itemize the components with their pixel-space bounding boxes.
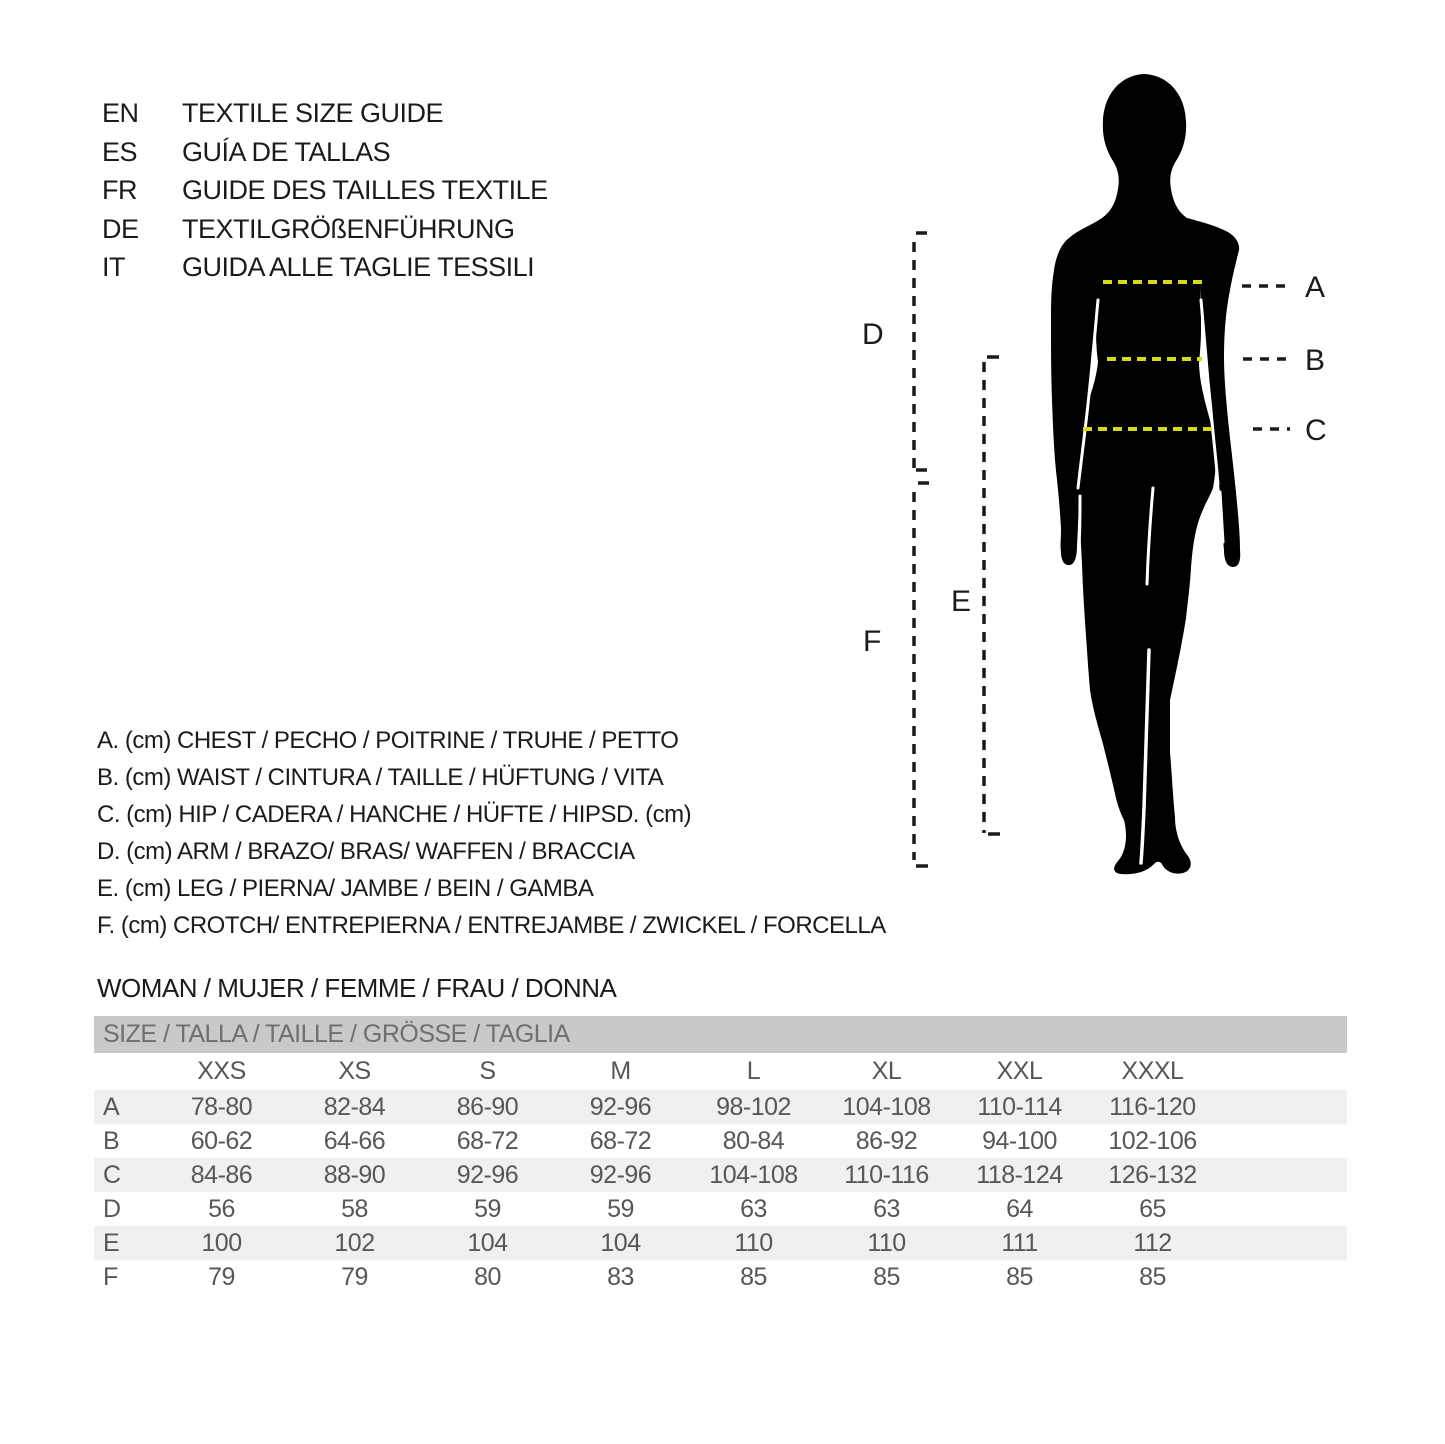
size-value-cell: 102 (334, 1228, 375, 1257)
size-value-cell: 68-72 (456, 1126, 519, 1155)
size-value-cell: 79 (341, 1262, 368, 1291)
size-value-cell: 68-72 (589, 1126, 652, 1155)
size-value-cell: 79 (208, 1262, 235, 1291)
language-title: TEXTILGRÖßENFÜHRUNG (182, 213, 515, 244)
size-value-cell: 80 (474, 1262, 501, 1291)
language-code: FR (102, 175, 137, 206)
legend-line: E. (cm) LEG / PIERNA/ JAMBE / BEIN / GAMBA (97, 875, 594, 902)
size-column-header-row (94, 1053, 1347, 1090)
legend-line: B. (cm) WAIST / CINTURA / TAILLE / HÜFTUNG / VITA (97, 764, 664, 791)
size-row-label: F (103, 1262, 118, 1291)
figure-label-leg: E (951, 585, 972, 618)
size-column-header: XXXL (1121, 1057, 1184, 1085)
language-row (102, 248, 548, 287)
size-value-cell: 60-62 (190, 1126, 253, 1155)
size-value-cell: 118-124 (976, 1160, 1063, 1189)
size-value-cell: 84-86 (190, 1160, 253, 1189)
figure-label-crotch: F (863, 625, 882, 658)
size-table-row (94, 1124, 1347, 1158)
size-value-cell: 59 (474, 1194, 501, 1223)
silhouette-svg (850, 60, 1410, 890)
size-row-label: C (103, 1160, 121, 1189)
size-column-header: XL (871, 1057, 902, 1085)
size-value-cell: 92-96 (589, 1092, 652, 1121)
size-row-label: E (103, 1228, 120, 1257)
size-value-cell: 63 (873, 1194, 900, 1223)
size-column-header: L (746, 1057, 761, 1085)
language-title: GUIDA ALLE TAGLIE TESSILI (182, 252, 535, 283)
size-row-label: B (103, 1126, 120, 1155)
size-value-cell: 86-92 (855, 1126, 918, 1155)
language-row (102, 210, 548, 249)
size-column-header: XXL (996, 1057, 1043, 1085)
size-table-row (94, 1192, 1347, 1226)
legend-line: A. (cm) CHEST / PECHO / POITRINE / TRUHE / PETTO (97, 727, 679, 754)
language-code: ES (102, 136, 138, 167)
gender-heading: WOMAN / MUJER / FEMME / FRAU / DONNA (97, 973, 617, 1003)
size-table-body (94, 1090, 1347, 1294)
measurement-legend (97, 722, 886, 944)
language-code: DE (102, 213, 139, 244)
size-value-cell: 98-102 (716, 1092, 791, 1121)
size-table-title: SIZE / TALLA / TAILLE / GRÖSSE / TAGLIA (94, 1016, 1347, 1053)
figure-label-chest: A (1305, 271, 1326, 304)
language-title: GUIDE DES TAILLES TEXTILE (182, 175, 548, 206)
size-value-cell: 56 (208, 1194, 235, 1223)
size-value-cell: 63 (740, 1194, 767, 1223)
leader-lines (1242, 286, 1290, 429)
language-title: GUÍA DE TALLAS (182, 136, 391, 167)
size-value-cell: 85 (740, 1262, 767, 1291)
size-value-cell: 104 (467, 1228, 508, 1257)
size-value-cell: 64 (1006, 1194, 1033, 1223)
size-value-cell: 104-108 (842, 1092, 931, 1121)
size-table-row (94, 1260, 1347, 1294)
figure-label-hip: C (1305, 414, 1327, 447)
size-value-cell: 85 (1139, 1262, 1166, 1291)
language-title: TEXTILE SIZE GUIDE (182, 98, 444, 128)
size-value-cell: 83 (607, 1262, 634, 1291)
size-value-cell: 100 (201, 1228, 242, 1257)
size-value-cell: 59 (607, 1194, 634, 1223)
size-column-header: XS (338, 1057, 371, 1085)
size-value-cell: 94-100 (982, 1126, 1057, 1155)
size-value-cell: 64-66 (323, 1126, 386, 1155)
legend-line: D. (cm) ARM / BRAZO/ BRAS/ WAFFEN / BRACCIA (97, 838, 635, 865)
size-column-header: XXS (197, 1057, 246, 1085)
size-table-row (94, 1226, 1347, 1260)
size-value-cell: 110-116 (844, 1160, 929, 1189)
size-value-cell: 104 (600, 1228, 641, 1257)
size-value-cell: 58 (341, 1194, 368, 1223)
size-value-cell: 88-90 (323, 1160, 386, 1189)
size-value-cell: 112 (1133, 1228, 1172, 1257)
size-value-cell: 126-132 (1108, 1160, 1197, 1189)
size-value-cell: 104-108 (709, 1160, 798, 1189)
language-title-list (102, 94, 548, 287)
size-row-label: D (103, 1194, 121, 1223)
body-measurement-figure (850, 60, 1410, 890)
size-value-cell: 85 (873, 1262, 900, 1291)
size-value-cell: 92-96 (456, 1160, 519, 1189)
left-hand-gap (1079, 496, 1080, 546)
legend-line: C. (cm) HIP / CADERA / HANCHE / HÜFTE / HIPSD. (cm) (97, 801, 692, 828)
size-value-cell: 92-96 (589, 1160, 652, 1189)
size-table-row (94, 1090, 1347, 1124)
language-row (102, 94, 548, 133)
size-value-cell: 78-80 (190, 1092, 253, 1121)
size-table-row (94, 1158, 1347, 1192)
vertical-measure-lines (914, 233, 1000, 866)
size-value-cell: 110 (867, 1228, 906, 1257)
language-row (102, 133, 548, 172)
size-table (94, 1016, 1347, 1294)
size-value-cell: 82-84 (323, 1092, 386, 1121)
size-value-cell: 86-90 (456, 1092, 519, 1121)
language-code: EN (102, 98, 139, 128)
size-value-cell: 80-84 (722, 1126, 785, 1155)
size-value-cell: 110-114 (977, 1092, 1062, 1121)
size-value-cell: 111 (1001, 1228, 1038, 1257)
size-row-label: A (103, 1092, 120, 1121)
size-column-header: S (479, 1057, 496, 1085)
size-value-cell: 110 (734, 1228, 773, 1257)
size-value-cell: 85 (1006, 1262, 1033, 1291)
language-row (102, 171, 548, 210)
size-value-cell: 65 (1139, 1194, 1166, 1223)
size-value-cell: 102-106 (1108, 1126, 1197, 1155)
figure-label-arm: D (862, 318, 884, 351)
language-code: IT (102, 252, 125, 283)
legend-line: F. (cm) CROTCH/ ENTREPIERNA / ENTREJAMBE / ZWICKEL / FORCELLA (97, 912, 886, 939)
size-value-cell: 116-120 (1109, 1092, 1196, 1121)
size-column-header: M (610, 1057, 631, 1085)
figure-label-waist: B (1305, 344, 1326, 377)
